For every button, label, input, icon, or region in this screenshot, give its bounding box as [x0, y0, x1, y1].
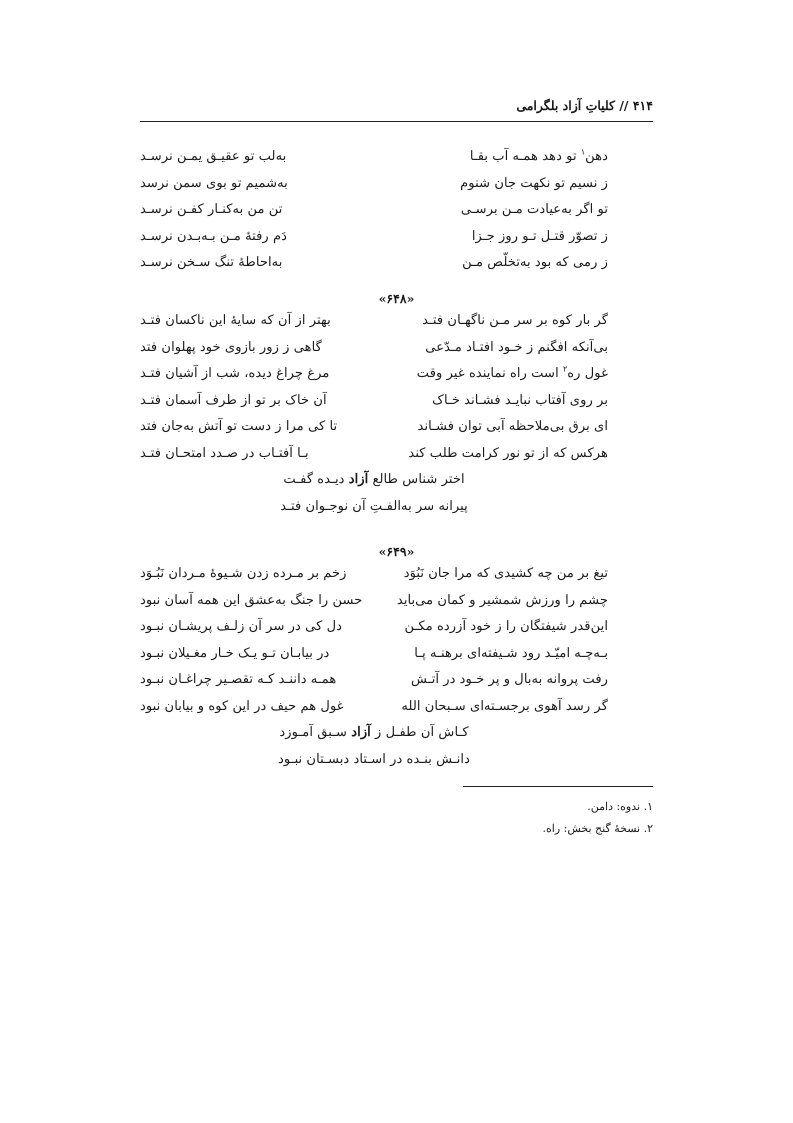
hemistich-left: دل کی در سر آن زلـف پریشـان نبـود	[140, 619, 343, 634]
footnote-marker: ۱	[580, 147, 586, 157]
hemistich-left: آن خاک بر تو از طرف آسمان فتـد	[140, 392, 327, 408]
hemistich-right: ای برق بی‌ملاحظه آبی توان فشـاند	[417, 419, 608, 434]
hemistich-left: بهتر از آن که سایهٔ این ناکسان فتـد	[140, 313, 331, 328]
couplet	[140, 694, 608, 721]
couplet	[140, 197, 608, 224]
hemistich-left: دَم رفتهٔ مـن بـه‌بـدن نرسـد	[140, 228, 288, 244]
couplet	[140, 335, 608, 362]
couplet	[140, 561, 608, 588]
hemistich-left: غول هم حیف در این کوه و بیابان نبود	[140, 698, 344, 714]
hemistich-left: حسن را جنگ به‌عشق این همه آسان نبود	[140, 592, 363, 608]
poem-number-649: «۶۴۹»	[378, 544, 415, 559]
couplet	[140, 614, 608, 641]
hemistich-left: بـا آفتـاب در صـدد امتحـان فتـد	[140, 445, 309, 461]
couplet	[140, 641, 608, 668]
hemistich-right: تیغ بر من چه کشیدی که مرا جان نَبُوَد	[403, 566, 608, 581]
final-couplet-line-2: دانـش بنـده در اسـتاد دبسـتان نبـود	[278, 751, 470, 767]
couplet	[140, 388, 608, 415]
hemistich-right: هرکس که از تو نور کرامت طلب کند	[408, 445, 608, 461]
hemistich-right: رفت پروانه به‌بال و پر خـود در آتـش	[411, 672, 608, 687]
couplet	[140, 667, 608, 694]
hemistich-right: چشم را ورزش شمشیر و کمان می‌باید	[396, 592, 608, 608]
hemistich-right: ز نسیم تو نکهت جان شنوم	[460, 175, 608, 191]
hemistich-right: تو اگر به‌عیادت مـن برسـی	[460, 202, 608, 217]
page-header	[140, 98, 653, 120]
couplet	[140, 588, 608, 615]
footnotes	[140, 796, 653, 840]
poem-continuation	[140, 144, 608, 277]
poem-648	[140, 308, 608, 520]
couplet	[140, 414, 608, 441]
footnote-marker: ۲	[562, 364, 568, 374]
hemistich-left: در بیابـان تـو یـک خـار مغـیلان نبـود	[140, 645, 330, 661]
hemistich-left: تا کی مرا ز دست تو آتش به‌جان فتد	[140, 419, 338, 434]
footnote: ۱. ندوه: دامن.	[587, 800, 653, 813]
footnote: ۲. نسخهٔ گنج بخش: راه.	[542, 822, 653, 835]
couplet	[140, 441, 608, 468]
hemistich-right: غول ره$^۲$ است راه نماینده غیر وقت	[416, 364, 608, 381]
footnote-rule	[463, 786, 653, 787]
hemistich-right: این‌قدر شیفتگان را ز خود آزرده مکـن	[404, 619, 608, 634]
final-couplet-line-2: پیرانه سر به‌الفـتِ آن نوجـوان فتـد	[280, 498, 468, 514]
hemistich-right: گر رسد آهوی برجسـته‌ای سـبحان الله	[401, 698, 608, 714]
final-couplet-line-1: کـاش آن طفـل ز آزاد سـبق آمـوزد	[279, 725, 469, 740]
hemistich-left: به‌لب تو عقیـق یمـن نرسـد	[140, 149, 287, 164]
poem-number-648: «۶۴۸»	[378, 291, 415, 306]
hemistich-left: به‌شمیم تو بوی سمن نرسد	[140, 175, 288, 191]
hemistich-right: ز رمی که بود به‌تخلّص مـن	[462, 255, 608, 270]
hemistich-left: همـه داننـد کـه تقصـیر چراغـان نبـود	[140, 672, 337, 687]
hemistich-right: دهن$^۱$ تو دهد همـه آب بقـا	[469, 147, 608, 164]
running-title: ۴۱۴ // کلیاتِ آزاد بلگرامی	[516, 98, 653, 113]
couplet	[140, 250, 608, 277]
couplet	[140, 144, 608, 171]
couplet	[140, 224, 608, 251]
couplet	[140, 361, 608, 388]
hemistich-right: بـه‌چـه امیّـد رود شـیفته‌ای برهنـه پـا	[414, 645, 608, 661]
hemistich-left: زخم بر مـرده زدن شـیوهٔ مـردان نَبُـوَد	[140, 566, 347, 581]
couplet	[140, 171, 608, 198]
hemistich-right: بر روی آفتاب نبایـد فشـاند خـاک	[432, 392, 608, 408]
hemistich-right: بی‌آنکه افگنم ز خـود افتـاد مـدّعی	[425, 339, 608, 355]
pen-name: آزاد	[351, 725, 371, 740]
couplet	[140, 308, 608, 335]
hemistich-left: تن من به‌کنـار کفـن نرسـد	[140, 202, 283, 217]
hemistich-left: مرغ چراغ دیده، شب از آشیان فتـد	[140, 366, 330, 381]
hemistich-right: ز تصوّر قتـل تـو روز جـزا	[471, 228, 608, 244]
poem-649	[140, 561, 608, 773]
header-rule	[140, 121, 653, 122]
pen-name: آزاد	[348, 472, 369, 487]
hemistich-right: گر بار کوه بر سر مـن ناگهـان فتـد	[422, 313, 608, 328]
final-couplet-line-1: اختر شناس طالع آزاد دیـده گفـت	[283, 472, 465, 487]
hemistich-left: گاهی ز زور بازوی خود پهلوان فتد	[140, 339, 322, 355]
hemistich-left: به‌احاطهٔ تنگ سـخن نرسـد	[140, 255, 283, 270]
